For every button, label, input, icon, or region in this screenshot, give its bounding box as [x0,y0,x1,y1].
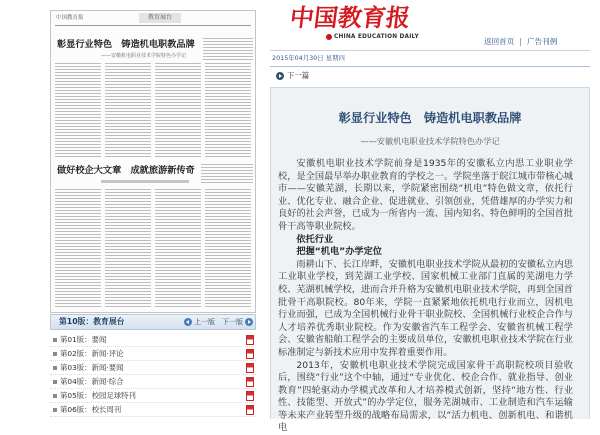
thumbnail-subheadline-2 [101,180,189,183]
pdf-icon[interactable] [246,363,254,373]
thumbnail-headline-2[interactable]: 做好校企大文章 成就旅游新传奇 [57,165,195,177]
next-arrow-icon[interactable] [276,72,284,80]
article-title: 彰显行业特色 铸造机电职教品牌 [271,110,589,126]
date-divider [270,66,590,67]
page-list-item[interactable] [50,375,256,389]
site-logo-subtitle: CHINA EDUCATION DAILY [334,33,419,41]
pdf-icon[interactable] [246,349,254,359]
thumbnail-text-columns[interactable] [55,189,253,309]
site-logo: 中国教育报 [288,3,412,33]
prev-circle-icon[interactable] [184,318,192,326]
header-links [484,37,557,47]
article-section-heading: 把握“机电”办学定位 [278,246,573,259]
thumbnail-text-columns[interactable] [55,63,253,159]
page-nav-bar [50,314,256,330]
bullet-icon [53,338,57,342]
page-list-label[interactable]: 第02版：新闻·评论 [60,347,124,361]
thumbnail-masthead: 中国教育报 [56,14,84,22]
bullet-icon [53,380,57,384]
page-list-item[interactable] [50,361,256,375]
page-list-label[interactable]: 第05版：校园足球特刊 [60,389,136,403]
newspaper-page-image[interactable] [50,10,256,313]
page-list-item[interactable] [50,333,256,347]
thumbnail-text-block [201,164,253,184]
bullet-icon [53,366,57,370]
emblem-icon [326,34,332,40]
pdf-icon[interactable] [246,335,254,345]
article-paragraph: 安徽机电职业技术学院前身是1935年的安徽私立内思工业职业学校，是全国最早举办职业教育的学校之一。学院坐落于皖江城市带核心城市——安徽芜湖，长期以来，学院紧密围绕“机电”特色做文章，依托行业、优化专业、融合企业、促进就业、引领创业，凭借雄厚的办学实力和良好的社会声誉，已成为一所省内一流、国内知名、特色鲜明的全国首批骨干高等职业院校。 [278,158,573,234]
page-list-item[interactable] [50,403,256,417]
bullet-icon [53,394,57,398]
issue-date: 2015年04月30日 星期四 [272,54,345,63]
article-paragraph: 2013年，安徽机电职业技术学院完成国家骨干高职院校项目验收后，围绕“行业”这个中轴，通过“专业优化、校企合作、就业指导、创业教育”四轮驱动办学模式改革和人才培养模式创新，坚持“地方性、行业性、技能型、开放式”的办学定位，服务芜湖城市、工业制造和汽车运输等未来产业转型升级的战略布局需求，以“活力机电、创新机电、和谐机电 [278,360,573,435]
next-page-button[interactable]: 下一版 [222,315,243,329]
thumbnail-rule [55,25,251,26]
article-panel [270,87,590,419]
link-separator: | [519,37,522,46]
page-list-item[interactable] [50,389,256,403]
thumbnail-subheadline-1: ——安徽机电职业技术学院特色办学记 [101,53,186,59]
next-article-link[interactable]: 下一篇 [287,71,309,81]
pdf-icon[interactable] [246,391,254,401]
page-list-label[interactable]: 第04版：新闻·综合 [60,375,124,389]
page-list [50,333,256,417]
prev-page-button[interactable]: 上一版 [194,315,215,329]
bullet-icon [53,352,57,356]
thumbnail-headline-1[interactable]: 彰显行业特色 铸造机电职教品牌 [57,39,195,51]
article-section-heading: 依托行业 [278,234,573,247]
pdf-icon[interactable] [246,405,254,415]
header-divider [270,50,590,51]
page-list-label[interactable]: 第01版：要闻 [60,333,106,347]
ad-rates-link[interactable]: 广告刊例 [527,37,557,46]
page-list-label[interactable]: 第03版：新闻·要闻 [60,361,124,375]
thumbnail-text-block [203,38,253,60]
bullet-icon [53,408,57,412]
current-page-label: 第10版：教育展台 [59,315,124,329]
thumbnail-section-label: 教育展台 [139,13,181,23]
page-list-label[interactable]: 第06版：校长周刊 [60,403,121,417]
article-paragraph: 雨耕山下、长江岸畔，安徽机电职业技术学院从最初的安徽私立内思工业职业学校，到芜湖工业学校、国家机械工业部门直属的芜湖电力学校、芜湖机械学校，进而合并升格为安徽机电职业技术学院，再到全国首批骨干高职院校。80年来，学院一直紧紧地依托机电行业而立，因机电行业而强，已成为全国机械行业骨干职业院校、全国机械行业校企合作与人才培养优秀职业院校。作为安徽省汽车工程学会、安徽省机械工程学会、安徽省船舶工程学会的主要成员单位，安徽机电职业技术学院在行业标准制定与新技术应用中发挥着重要作用。 [278,259,573,360]
page-list-item[interactable] [50,347,256,361]
article-body [278,158,573,435]
next-circle-icon[interactable] [245,318,253,326]
pdf-icon[interactable] [246,377,254,387]
home-link[interactable]: 返回首页 [484,37,514,46]
article-subtitle: ——安徽机电职业技术学院特色办学记 [271,136,589,147]
